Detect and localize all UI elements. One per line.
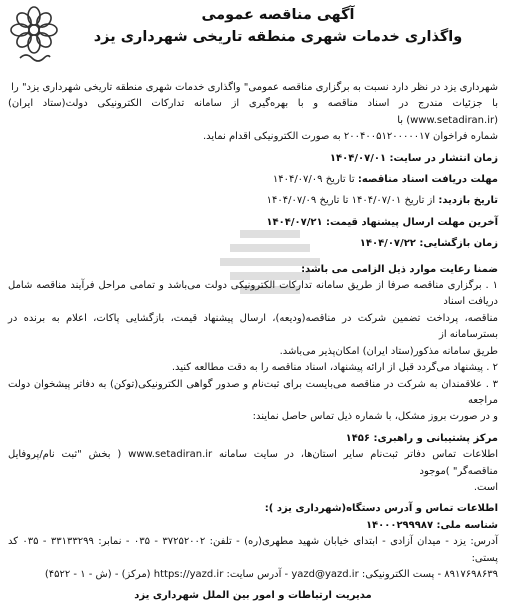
notice-body	[8, 80, 498, 605]
notice-title: آگهی مناقصه عمومی	[201, 7, 355, 23]
flower-emblem-icon	[10, 6, 58, 64]
contact-heading: اطلاعات تماس و آدرس دستگاه(شهرداری یزد ):	[264, 503, 498, 515]
requirement-item: و در صورت بروز مشکل، با شماره ذیل تماس حاصل نمایند:	[252, 411, 498, 423]
support-line: اطلاعات تماس دفاتر ثبت‌نام سایر استان‌ها، در سایت سامانه www.setadiran.ir ( بخش "ثبت نام/پروفایل مناقصه‌گر" )موجود	[8, 449, 499, 477]
date-row-opening: زمان بازگشایی: ۱۴۰۴/۰۷/۲۲	[359, 238, 498, 250]
date-row-documents: مهلت دریافت اسناد مناقصه: تا تاریخ ۱۴۰۴/۰۷/۰۹	[272, 174, 498, 186]
address-line: آدرس: یزد - میدان آزادی - ابتدای خیابان شهید مطهری(ره) - تلفن: ۳۷۲۵۲۰۰۲ - ۰۳۵ - نمابر: ۳۳۱۳۳۲۹۹ - ۰۳۵ کد پستی:	[8, 536, 498, 564]
requirement-item: ۱ . برگزاری مناقصه صرفا از طریق سامانه تدارکات الکترونیکی دولت می‌باشد و تمامی مراحل فرآیند مناقصه شامل دریافت اسناد	[8, 280, 498, 308]
requirement-item: ۳ . علاقمندان به شرکت در مناقصه می‌بایست برای ثبت‌نام و صدور گواهی الکترونیکی(توکن) به دفاتر پیشخوان دولت مراجعه	[8, 378, 498, 406]
national-id: شناسه ملی: ۱۴۰۰۰۲۹۹۹۸۷	[365, 519, 498, 531]
footer-signature: مدیریت ارتباطات و امور بین الملل شهرداری یزد	[134, 590, 372, 602]
support-heading: مرکز پشتیبانی و راهبری: ۱۴۵۶	[345, 432, 498, 444]
intro-line: شهرداری یزد در نظر دارد نسبت به برگزاری مناقصه عمومی" واگذاری خدمات شهری منطقه تاریخی شهرداری یزد" را	[11, 82, 498, 93]
intro-line: با جزئیات مندرج در اسناد مناقصه و با بهره‌گیری از سامانه تدارکات الکترونیکی دولت(ستاد ایران) (www.setadiran.ir) با	[8, 98, 498, 126]
notice-subtitle: واگذاری خدمات شهری منطقه تاریخی شهرداری یزد	[93, 29, 463, 45]
requirements-heading: ضمنا رعایت موارد ذیل الزامی می باشد:	[301, 263, 498, 275]
requirement-item: مناقصه، پرداخت تضمین شرکت در مناقصه(ودیعه)، ارسال پیشنهاد قیمت، بازگشایی پاکات، اعلام به برنده در بسترسامانه از	[8, 312, 498, 341]
requirement-item: طریق سامانه مذکور(ستاد ایران) امکان‌پذیر می‌باشد.	[279, 345, 498, 357]
requirement-item: ۲ . پیشنهاد می‌گردد قبل از ارائه پیشنهاد، اسناد مناقصه را به دقت مطالعه کنید.	[171, 362, 498, 374]
intro-line: شماره فراخوان ۲۰۰۴۰۰۵۱۲۰۰۰۰۰۱۷ به صورت الکترونیکی اقدام نماید.	[202, 131, 498, 143]
notice-header	[60, 4, 496, 48]
date-row-visit: تاریخ بازدید: از تاریخ ۱۴۰۴/۰۷/۰۱ تا تاریخ ۱۴۰۴/۰۷/۰۹	[266, 195, 498, 207]
municipality-logo	[10, 6, 58, 64]
date-row-deadline: آخرین مهلت ارسال پیشنهاد قیمت: ۱۴۰۴/۰۷/۲۱	[266, 216, 498, 228]
support-line: است.	[473, 481, 498, 493]
address-line: ۸۹۱۷۶۹۸۶۳۹ - پست الکترونیکی: yazd@yazd.ir - آدرس سایت: https://yazd.ir (مرکز) - (ش - ۱ - ۴۵۲۲)	[44, 568, 498, 580]
date-row-publish: زمان انتشار در سایت: ۱۴۰۴/۰۷/۰۱	[329, 152, 498, 164]
